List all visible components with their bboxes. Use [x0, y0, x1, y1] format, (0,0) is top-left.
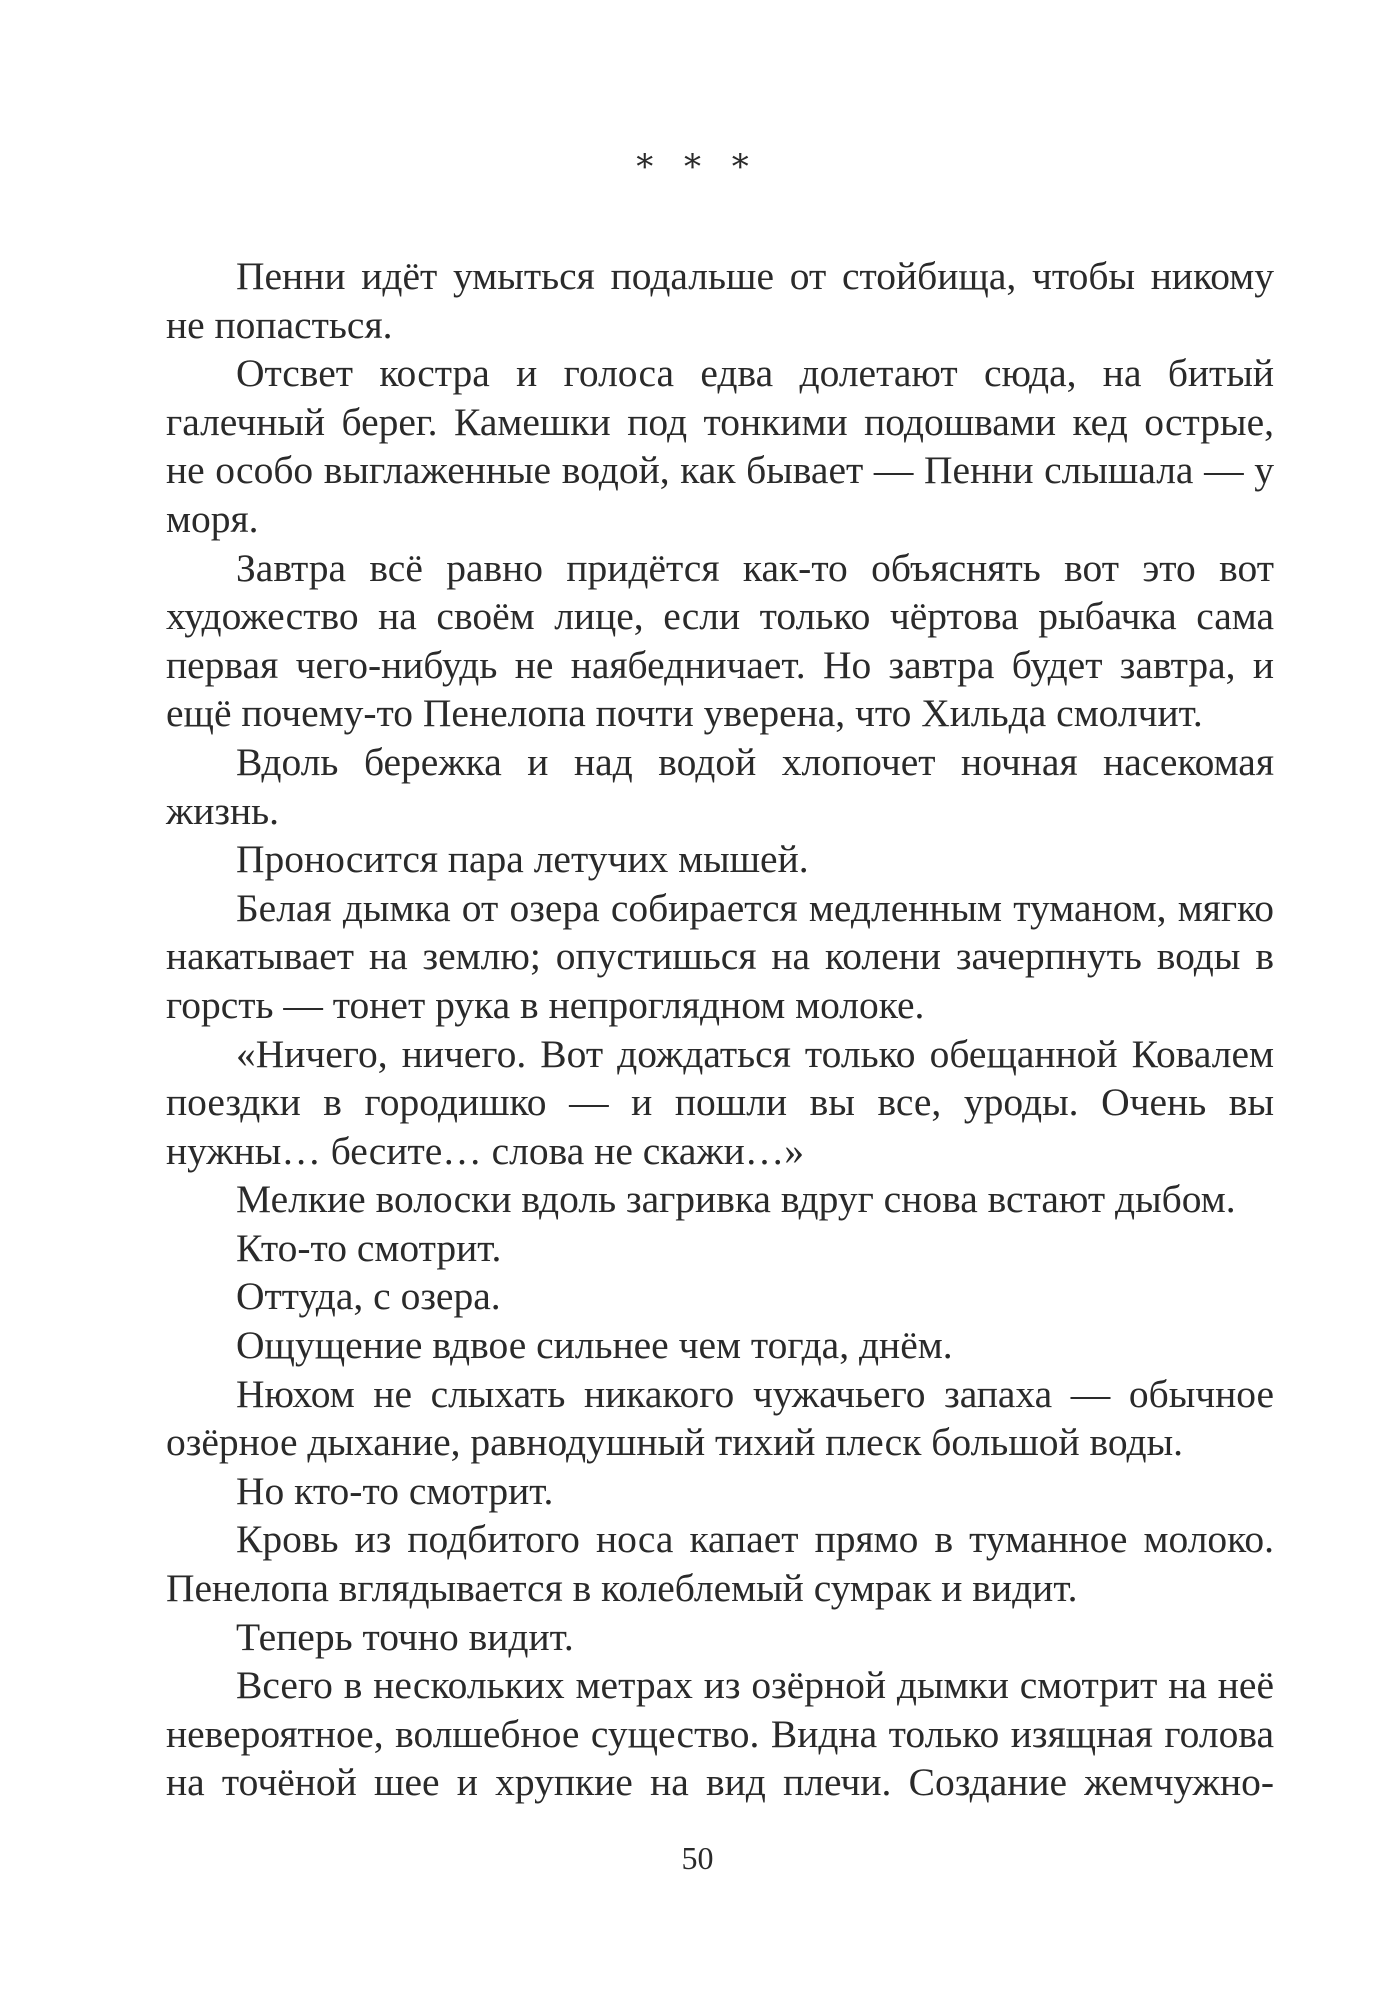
paragraph: «Ничего, ничего. Вот дождаться только обещанной Ковалем поездки в городишко — и пошли вы все, уроды. Очень вы нужны… бесите… слова не скажи…» — [166, 1031, 1274, 1173]
paragraph: Отсвет костра и голоса едва долетают сюда, на битый галечный берег. Камешки под тонкими подошвами кед острые, не особо выглаженные водой, как бывает — Пенни слышала — у моря. — [166, 351, 1274, 541]
paragraph: Всего в нескольких метрах из озёрной дымки смотрит на неё невероятное, волшебное существо. Видна только изящная голова на точёной шее и хрупкие на вид плечи. Создание жемчужно- — [166, 1663, 1274, 1805]
paragraph: Кто-то смотрит. — [236, 1225, 502, 1270]
paragraph: Завтра всё равно придётся как-то объяснять вот это вот художество на своём лице, если только чёртова рыбачка сама первая чего-нибудь не наябедничает. Но завтра будет завтра, и ещё почему-то Пенелопа почти уверена, что Хильда смолчит. — [166, 545, 1274, 736]
paragraph: Мелкие волоски вдоль загривка вдруг снова встают дыбом. — [236, 1177, 1236, 1222]
paragraph: Вдоль бережка и над водой хлопочет ночная насекомая жизнь. — [166, 739, 1274, 833]
section-separator: * * * — [636, 147, 759, 187]
paragraph: Белая дымка от озера собирается медленным туманом, мягко накатывает на землю; опустишься на колени зачерпнуть воды в горсть — тонет рука в непроглядном молоке. — [166, 885, 1274, 1027]
paragraph: Пенни идёт умыться подальше от стойбища, чтобы никому не попасться. — [166, 254, 1274, 347]
paragraph: Проносится пара летучих мышей. — [236, 837, 809, 882]
paragraph: Кровь из подбитого носа капает прямо в туманное молоко. Пенелопа вглядывается в колеблемый сумрак и видит. — [166, 1517, 1274, 1611]
paragraph: Но кто-то смотрит. — [236, 1468, 554, 1513]
body-text — [166, 252, 1274, 1807]
paragraph: Нюхом не слыхать никакого чужачьего запаха — обычное озёрное дыхание, равнодушный тихий плеск большой воды. — [166, 1371, 1274, 1465]
page-number: 50 — [681, 1840, 714, 1876]
paragraph: Ощущение вдвое сильнее чем тогда, днём. — [236, 1323, 953, 1368]
paragraph: Оттуда, с озера. — [236, 1274, 501, 1319]
paragraph: Теперь точно видит. — [236, 1614, 574, 1659]
